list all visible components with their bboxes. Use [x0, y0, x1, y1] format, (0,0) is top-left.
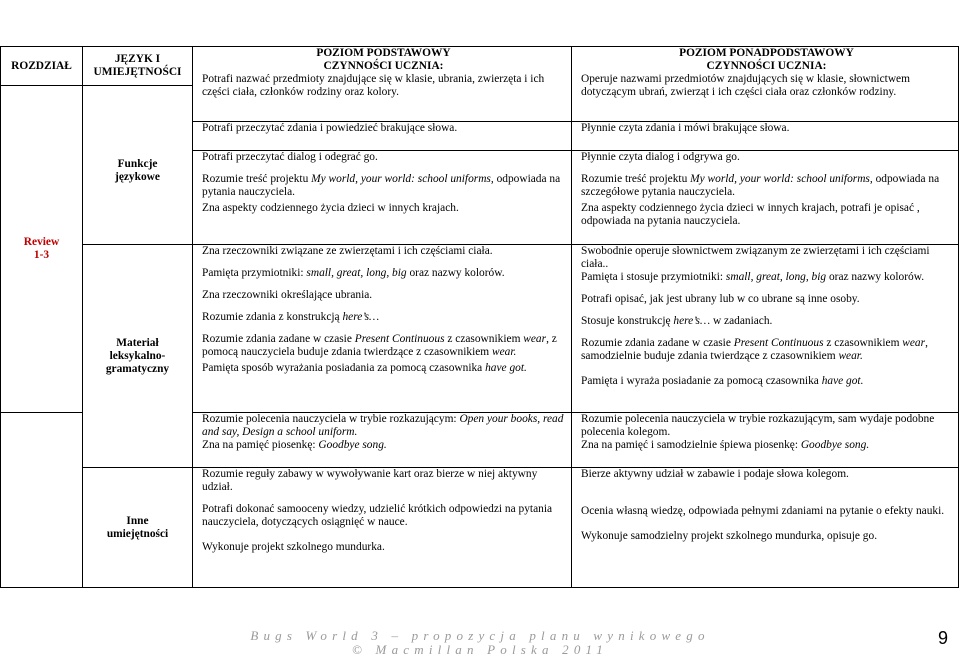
- header-advanced-line1: POZIOM PONADPODSTAWOWY: [679, 47, 854, 59]
- section-material-line3: gramatyczny: [105, 362, 170, 375]
- row5-basic-2: Rozumie zdania zadane w czasie Present Continuous z czasownikiem wear, z pomocą nauczyciela buduje zdania twierdzące z czasownikiem wear.: [202, 333, 557, 358]
- row2-basic-cell: [193, 122, 572, 151]
- row1-advanced-cell: [572, 47, 959, 122]
- section-inne-cell: [83, 468, 193, 588]
- section-funkcje-line1: Funkcje: [117, 158, 158, 170]
- row6-advanced-2: Zna na pamięć i samodzielnie śpiewa piosenkę: Goodbye song.: [581, 439, 870, 451]
- row3-advanced-2: Rozumie treść projektu My world, your world: school uniforms, odpowiada na szczegółowe pytania nauczyciela.: [581, 173, 940, 198]
- footer-title: Bugs World 3 – propozycja planu wynikowego: [250, 628, 710, 643]
- page-number: 9: [937, 628, 948, 648]
- section-material-line2: leksykalno-: [109, 349, 166, 362]
- header-row: [1, 47, 959, 86]
- section-funkcje-line2: językowe: [115, 171, 160, 183]
- chapter-line1: Review: [23, 236, 60, 248]
- row7-basic: Rozumie reguły zabawy w wywoływanie kart oraz bierze w niej aktywny udział.: [202, 468, 538, 493]
- row5-advanced-2: Rozumie zdania zadane w czasie Present Continuous z czasownikiem wear, samodzielnie buduje zdania twierdzące z czasownikiem wear.: [581, 337, 928, 362]
- header-advanced-line2: CZYNNOŚCI UCZNIA:: [706, 60, 827, 72]
- section-funkcje-cell: [83, 86, 193, 245]
- row8-basic: Potrafi dokonać samooceny wiedzy, udzielić krótkich odpowiedzi na pytania nauczyciela, dotyczących osiągnięć w nauce.: [202, 503, 553, 528]
- chapter-line2: 1-3: [33, 249, 50, 261]
- row3-advanced-cell: [572, 151, 959, 245]
- footer-copyright: © Macmillan Polska 2011: [352, 642, 608, 657]
- row4-advanced-1: Swobodnie operuje słownictwem związanym ze zwierzętami i ich częściami ciała..: [581, 245, 930, 270]
- row6-basic-2: Zna na pamięć piosenkę: Goodbye song.: [202, 439, 387, 451]
- row3-basic-2: Rozumie treść projektu My world, your world: school uniforms, odpowiada na pytania nauczyciela.: [202, 173, 561, 198]
- row5-basic-3: Pamięta sposób wyrażania posiadania za pomocą czasownika have got.: [202, 362, 527, 374]
- row4-basic-2: Pamięta przymiotniki: small, great, long, big oraz nazwy kolorów.: [202, 267, 505, 279]
- header-rozdzial: ROZDZIAŁ: [1, 47, 83, 86]
- row9-advanced: Wykonuje samodzielny projekt szkolnego mundurka, opisuje go.: [581, 530, 878, 542]
- row3-advanced-3: Zna aspekty codziennego życia dzieci w innych krajach, potrafi je opisać , odpowiada na pytania nauczyciela.: [581, 202, 920, 227]
- row2-basic-text: Potrafi przeczytać zdania i powiedzieć brakujące słowa.: [202, 122, 458, 134]
- row2-advanced-text: Płynnie czyta zdania i mówi brakujące słowa.: [581, 122, 790, 134]
- row4-advanced-3: Potrafi opisać, jak jest ubrany lub w co ubrane są inne osoby.: [581, 293, 860, 305]
- header-basic-line2: CZYNNOŚCI UCZNIA:: [323, 60, 444, 72]
- row6-advanced-1: Rozumie polecenia nauczyciela w trybie rozkazującym, sam wydaje podobne polecenia kolegom.: [581, 413, 935, 438]
- chapter-cell: [1, 86, 83, 413]
- row6-basic-1: Rozumie polecenia nauczyciela w trybie rozkazującym: Open your books, read and say, Design a school uniform.: [202, 413, 564, 438]
- row3-basic-3: Zna aspekty codziennego życia dzieci w innych krajach.: [202, 202, 459, 214]
- row4-basic-1: Zna rzeczowniki związane ze zwierzętami i ich częściami ciała.: [202, 245, 493, 257]
- row4-5-basic-cell: [193, 245, 572, 413]
- section-material-line1: Materiał: [116, 336, 159, 349]
- row6-advanced-cell: [572, 413, 959, 468]
- row6-basic-cell: [193, 413, 572, 468]
- row1-advanced-text: Operuje nazwami przedmiotów znajdujących się w klasie, słownictwem dotyczącym ubrań, zwierząt i ich części ciała oraz członków rodziny.: [581, 73, 910, 98]
- row1-basic-text: Potrafi nazwać przedmioty znajdujące się w klasie, ubrania, zwierzęta i ich części ciała, członków rodziny oraz kolory.: [202, 73, 545, 98]
- row4-basic-3: Zna rzeczowniki określające ubrania.: [202, 289, 373, 301]
- row7-9-advanced-cell: [572, 468, 959, 588]
- header-jezyk: [83, 47, 193, 86]
- row5-advanced-1: Stosuje konstrukcję here’s… w zadaniach.: [581, 315, 773, 327]
- row7-9-basic-cell: [193, 468, 572, 588]
- row4-advanced-2: Pamięta i stosuje przymiotniki: small, great, long, big oraz nazwy kolorów.: [581, 271, 925, 283]
- row5-basic-1: Rozumie zdania z konstrukcją here’s…: [202, 311, 380, 323]
- row8-advanced: Ocenia własną wiedzę, odpowiada pełnymi zdaniami na pytanie o efekty nauki.: [581, 505, 945, 517]
- row3-basic-cell: [193, 151, 572, 245]
- section-inne-line2: umiejętności: [106, 527, 169, 540]
- row5-advanced-3: Pamięta i wyraża posiadanie za pomocą czasownika have got.: [581, 375, 864, 387]
- header-advanced: [581, 47, 952, 73]
- section-material-cell: [83, 245, 193, 468]
- lesson-plan-table: [0, 46, 959, 588]
- row9-basic: Wykonuje projekt szkolnego mundurka.: [202, 541, 385, 553]
- row2-advanced-cell: [572, 122, 959, 151]
- row4-5-advanced-cell: [572, 245, 959, 413]
- section-inne-line1: Inne: [126, 514, 149, 527]
- row7-advanced: Bierze aktywny udział w zabawie i podaje słowa kolegom.: [581, 468, 849, 480]
- header-basic: [202, 47, 565, 73]
- row3-basic-1: Potrafi przeczytać dialog i odegrać go.: [202, 151, 378, 163]
- header-basic-line1: POZIOM PODSTAWOWY: [316, 47, 451, 59]
- header-jezyk-line1: JĘZYK I: [114, 53, 161, 65]
- chapter-blank-cell: [1, 413, 83, 588]
- row3-advanced-1: Płynnie czyta dialog i odgrywa go.: [581, 151, 740, 163]
- row1-basic-cell: [193, 47, 572, 122]
- header-jezyk-line2: UMIEJĘTNOŚCI: [93, 66, 182, 78]
